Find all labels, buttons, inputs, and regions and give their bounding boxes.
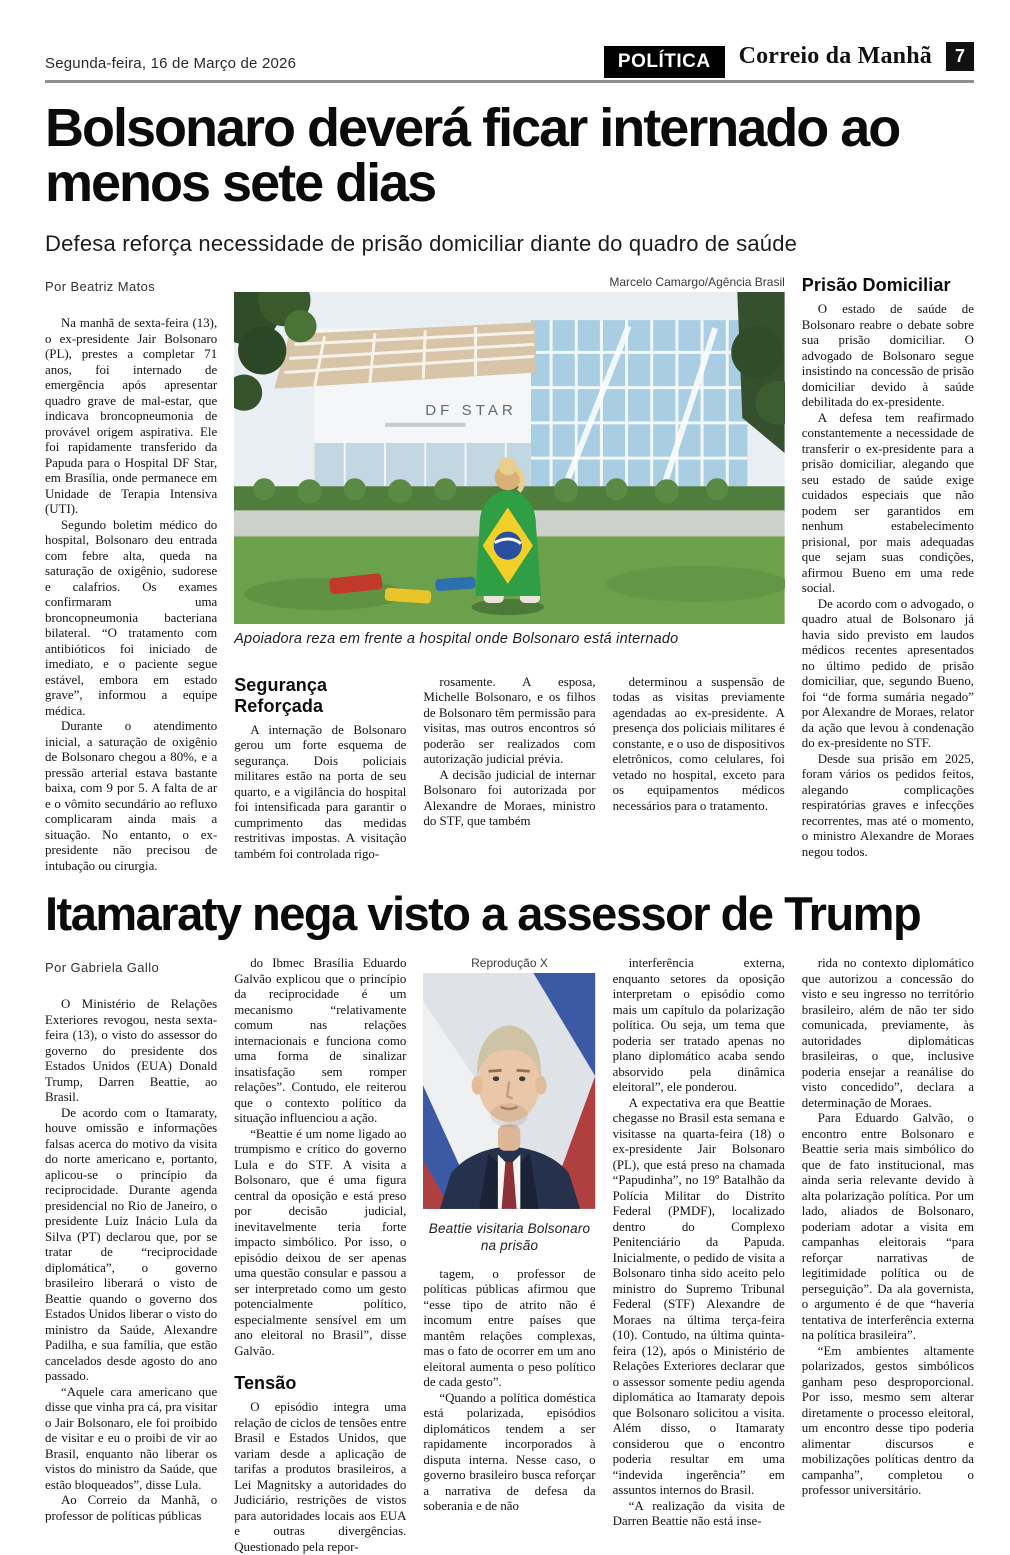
article1-subheadline: Defesa reforça necessidade de prisão domiciliar diante do quadro de saúde bbox=[45, 231, 798, 257]
beattie-portrait-photo bbox=[423, 973, 595, 1209]
body-paragraph: De acordo com o Itamaraty, houve omissão e informações falsas acerca do motivo da visita do norte americano e, portanto, aplicou-se o princípio da reciprocidade. Durante agenda presidencial no Rio de Janeiro, o presidente Luiz Inácio Lula da Silva (PT) declarou que, por se tratar de “reciprocidade diplomática”, o governo brasileiro liberará o visto de Beattie quando o governo dos Estados Unidos liberar o visto do ministro da Saúde, Alexandre Padilha, e sua família, que estão cancelados desde agosto do ano passado. bbox=[45, 1105, 218, 1384]
body-paragraph: Segundo boletim médico do hospital, Bolsonaro deu entrada com febre alta, queda na saturação de oxigênio, sudorese e calafrios. Os exames confirmaram uma broncopneumonia bacteriana bilateral. “O tratamento com antibióticos foi iniciado de imediato, e o paciente segue estável, embora em estado grave”, informou a equipe médica. bbox=[45, 517, 218, 718]
body-paragraph: Durante o atendimento inicial, a saturação de oxigênio de Bolsonaro chegou a 80%, e a pressão arterial estava bastante baixa, com 9 por 5. A falta de ar e o vômito secundário ao refluxo complicaram ainda mais a situação. No entanto, o ex-presidente não precisou de intubação ou cirurgia. bbox=[45, 719, 218, 873]
article1-photo-block bbox=[234, 275, 785, 659]
body-paragraph: do Ibmec Brasília Eduardo Galvão explicou que o princípio da reciprocidade é um mecanismo “relativamente comum nas relações internacionais e funciona como uma forma de sinalizar insatisfação sem romper relações”. Contudo, ele reiterou que o contexto político da situação influenciou a ação. bbox=[234, 956, 407, 1126]
body-paragraph: rida no contexto diplomático que autorizou a concessão do visto e seu ingresso no território brasileiro, além de não ter sido comunicada, previamente, às autoridades diplomáticas brasileiras, o que, inclusive poderia ensejar a reanálise do visto concedido”, declara a determinação de Moraes. bbox=[801, 956, 974, 1110]
body-paragraph: interferência externa, enquanto setores da oposição interpretam o episódio como mais um capítulo da polarização política. Ou seja, um tema que poderia ser tratado apenas no plano diplomático acaba sendo absorvido pela dinâmica eleitoral”, ele ponderou. bbox=[612, 956, 785, 1095]
article2-column-1 bbox=[45, 956, 217, 1555]
photo-credit: Reprodução X bbox=[471, 956, 548, 971]
photo-caption: Beattie visitaria Bolsonaro na prisão bbox=[428, 1220, 591, 1253]
body-paragraph: Na manhã de sexta-feira (13), o ex-presidente Jair Bolsonaro (PL), prestes a completar 71 anos, foi internado de emergência após apresentar quadro grave de mal-estar, que indicava broncopneumonia de provável origem aspirativa. Ele foi rapidamente transferido da Papuda para o Hospital DF Star, em Brasília, onde permanece em Unidade de Terapia Intensiva (UTI). bbox=[45, 316, 218, 517]
hospital-photo bbox=[234, 292, 785, 624]
body-paragraph: tagem, o professor de políticas públicas afirmou que “esse tipo de atrito não é incomum entre países que mantêm relações complexas, mas o fato de ocorrer em um ano eleitoral aumenta o peso político de cada gesto”. bbox=[423, 1266, 596, 1390]
article1-column-3 bbox=[423, 675, 595, 874]
body-paragraph: Para Eduardo Galvão, o encontro entre Bolsonaro e Beattie seria mais simbólico do que de fato institucional, mas ainda seria relevante devido à alta polarização política. Por um lado, aliados de Bolsonaro, poderiam adotar a visita em campanhas eleitorais “para reforçar narrativas de legitimidade política ou de perseguição”. Da ala governista, o argumento é de que “haveria tentativa de interferência externa na política brasileira”. bbox=[801, 1111, 974, 1343]
newspaper-page bbox=[0, 40, 1010, 1555]
header-right bbox=[604, 40, 974, 72]
date-label: Segunda-feira, 16 de Março de 2026 bbox=[45, 55, 297, 72]
body-paragraph: O episódio integra uma relação de ciclos de tensões entre Brasil e Estados Unidos, que variam desde a aplicação de tarifas a produtos brasileiros, a Lei Magnitsky a autoridades do Judiciário, restrições de vistos para autoridades locais aos EUA e outras divergências. Questionado pela repor- bbox=[234, 1400, 407, 1554]
article1-headline: Bolsonaro deverá ficar internado ao menos sete dias bbox=[45, 98, 900, 214]
body-paragraph: De acordo com o advogado, o quadro atual de Bolsonaro já havia sido previsto em laudos médicos recentes apresentados no último pedido de prisão domiciliar, que, segundo Bueno, foi “de forma sumária negado” por Alexandre de Moraes, relator da ação que levou à condenação do ex-presidente no STF. bbox=[801, 596, 974, 751]
building-sign: DF STAR bbox=[425, 401, 518, 419]
article2-byline: Por Gabriela Gallo bbox=[45, 960, 160, 976]
article1-column-5 bbox=[802, 275, 974, 874]
article1-column-4 bbox=[613, 675, 785, 874]
body-paragraph: “Beattie é um nome ligado ao trumpismo e crítico do governo Lula e do STF. A visita a Bolsonaro, que é uma figura central da oposição e está preso por decisão judicial, inevitavelmente teria forte impacto simbólico. Por isso, o episódio deixou de ser apenas uma questão consular e passou a ser interpretado como um gesto potencialmente político, especialmente sensível em um ano eleitoral no Brasil”, disse Galvão. bbox=[234, 1126, 407, 1358]
body-paragraph: “A realização da visita de Darren Beattie não está inse- bbox=[612, 1498, 785, 1529]
body-paragraph: A decisão judicial de internar Bolsonaro foi autorizada por Alexandre de Moraes, ministro do STF, que também bbox=[423, 767, 596, 829]
body-paragraph: O estado de saúde de Bolsonaro reabre o debate sobre sua prisão domiciliar. O advogado de Bolsonaro segue insistindo na concessão de prisão domiciliar devido à saúde debilitada do ex-presidente. bbox=[801, 302, 974, 410]
article2-photo-block bbox=[423, 973, 595, 1209]
article1-byline: Por Beatriz Matos bbox=[45, 279, 156, 295]
body-paragraph: “Aquele cara americano que disse que vinha pra cá, pra visitar o Jair Bolsonaro, ele foi proibido de visitar e eu o proibi de vir ao Brasil, enquanto não liberar os vistos do ministro da Saúde, que estão bloqueados”, disse Lula. bbox=[45, 1384, 218, 1492]
body-paragraph: determinou a suspensão de todas as visitas previamente agendadas ao ex-presidente. A presença dos policiais militares é constante, e o uso de dispositivos eletrônicos, como celulares, foi vetado no hospital, exceto para os equipamentos médicos necessários para o tratamento. bbox=[612, 674, 785, 813]
page-number-badge: 7 bbox=[946, 42, 974, 71]
article1-column-1 bbox=[45, 275, 217, 874]
body-paragraph: Ao Correio da Manhã, o professor de políticas públicas bbox=[45, 1493, 218, 1523]
article2-column-5 bbox=[802, 956, 974, 1555]
body-paragraph: A expectativa era que Beattie chegasse no Brasil esta semana e visitasse na quarta-feira (18) o ex-presidente Jair Bolsonaro (PL), que está preso na chamada “Papudinha”, no 19º Batalhão da Polícia Militar do Distrito Federal (PMDF), localizado dentro do Complexo Penitenciário da Papuda. Inicialmente, o pedido de visita a Bolsonaro tinha sido aceito pelo ministro do Supremo Tribunal Federal (STF) Alexandre de Moraes na última terça-feira (10). Contudo, na última quinta-feira (12), após o Ministério de Relações Exteriores declarar que o assessor somente pediu agenda diplomática ao Itamaraty depois que Bolsonaro solicitou a visita. Além disso, o Itamaraty considerou que o encontro poderia resultar em uma “indevida ingerência” em assuntos internos do Brasil. bbox=[612, 1095, 785, 1498]
body-paragraph: rosamente. A esposa, Michelle Bolsonaro, e os filhos de Bolsonaro têm permissão para visitas, mas outros encontros só poderão ser realizados com autorização judicial prévia. bbox=[423, 674, 596, 767]
article1-column-2 bbox=[234, 675, 406, 874]
body-paragraph: Desde sua prisão em 2025, foram vários os pedidos feitos, alegando complicações respiratórias graves e infecções recorrentes, mas até o momento, o ministro Alexandre de Moraes negou todos. bbox=[801, 751, 974, 859]
article2-column-4 bbox=[613, 956, 785, 1555]
section-badge: POLÍTICA bbox=[604, 46, 725, 78]
article2-body bbox=[45, 956, 974, 1555]
body-paragraph: A internação de Bolsonaro gerou um forte esquema de segurança. Dois policiais militares estão na porta de seu quarto, e a vigilância do hospital foi intensificada para garantir o cumprimento das medidas restritivas impostas. A visitação também foi controlada rigo- bbox=[234, 722, 407, 861]
section-heading: Prisão Domiciliar bbox=[801, 275, 951, 296]
section-heading: Segurança Reforçada bbox=[234, 674, 328, 716]
photo-caption: Apoiadora reza em frente a hospital onde Bolsonaro está internado bbox=[234, 631, 679, 648]
article1-body bbox=[45, 275, 974, 874]
masthead: Correio da Manhã bbox=[738, 42, 932, 69]
section-heading: Tensão bbox=[234, 1373, 297, 1394]
body-paragraph: “Quando a política doméstica está polarizada, episódios diplomáticos tendem a ser rapidamente incorporados à disputa interna. Nesse caso, o governo brasileiro busca reforçar a narrativa de defesa da soberania e de não bbox=[423, 1390, 596, 1514]
article2-column-3 bbox=[423, 956, 595, 1555]
photo-credit: Marcelo Camargo/Agência Brasil bbox=[609, 275, 785, 290]
body-paragraph: O Ministério de Relações Exteriores revogou, nesta sexta-feira (13), o visto do assessor do governo do presidente dos Estados Unidos (EUA) Donald Trump, Darren Beattie, ao Brasil. bbox=[45, 997, 218, 1105]
article2-headline: Itamaraty nega visto a assessor de Trump bbox=[45, 887, 921, 941]
body-paragraph: “Em ambientes altamente polarizados, gestos simbólicos ganham peso desproporcional. Por isso, mesmo sem alterar diretamente o processo eleitoral, um encontro desse tipo poderia alimentar discursos e mobilizações políticas dentro da campanha”, completou o professor universitário. bbox=[801, 1343, 974, 1498]
article2-column-2 bbox=[234, 956, 406, 1555]
body-paragraph: A defesa tem reafirmado constantemente a necessidade de transferir o ex-presidente para a prisão domiciliar, alegando que seu estado de saúde exige cuidados especiais que não podem ser garantidos em nenhum estabelecimento prisional, por mais adequadas que sejam suas condições, afirmou Bueno em uma rede social. bbox=[801, 410, 974, 596]
page-header bbox=[45, 40, 974, 83]
